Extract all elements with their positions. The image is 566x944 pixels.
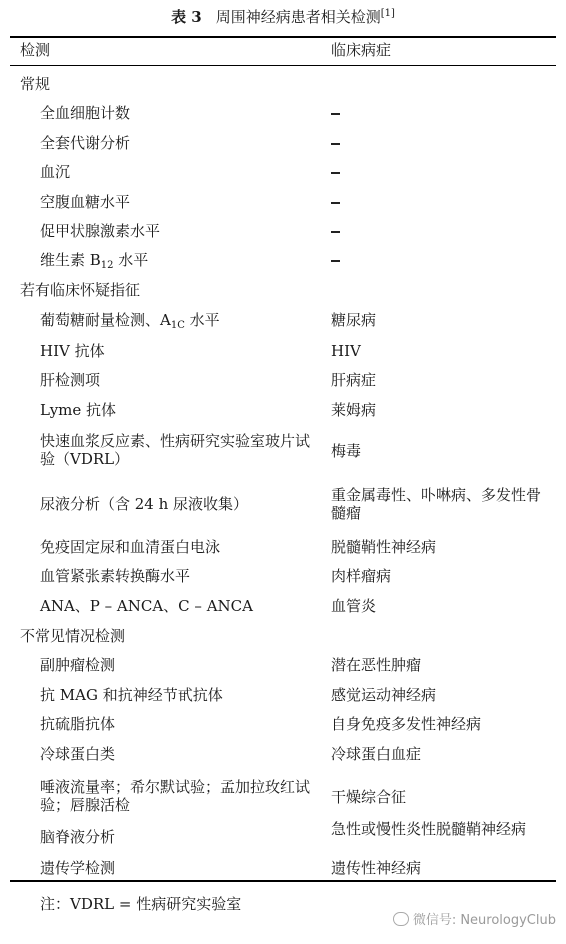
- disease-cell: 肉样瘤病: [331, 567, 392, 585]
- test-text: 水平: [113, 251, 149, 269]
- table-number: 表 3: [171, 8, 202, 26]
- section-label: 常规: [20, 75, 51, 93]
- test-cell: 脑脊液分析: [40, 828, 116, 846]
- test-cell: 促甲状腺激素水平: [40, 222, 161, 240]
- dash-mark: [331, 113, 340, 114]
- disease-cell: 莱姆病: [331, 401, 377, 419]
- disease-cell: 血管炎: [331, 597, 377, 615]
- disease-cell: 感觉运动神经病: [331, 686, 437, 704]
- test-cell: [40, 251, 148, 275]
- test-cell: 副肿瘤检测: [40, 656, 116, 674]
- disease-cell: 梅毒: [331, 442, 362, 460]
- dash-mark: [331, 231, 340, 232]
- test-cell: 肝检测项: [40, 371, 101, 389]
- test-cell: 尿液分析（含 24 h 尿液收集）: [40, 495, 249, 513]
- disease-cell: 糖尿病: [331, 311, 377, 329]
- disease-cell: 重金属毒性、卟啉病、多发性骨髓瘤: [331, 486, 542, 522]
- table-note: 注：VDRL = 性病研究实验室: [40, 895, 242, 913]
- section-label: 不常见情况检测: [20, 627, 126, 645]
- dash-mark: [331, 143, 340, 144]
- subscript: 12: [100, 260, 114, 271]
- test-cell: 冷球蛋白类: [40, 745, 116, 763]
- test-cell: 全套代谢分析: [40, 134, 131, 152]
- test-cell: 免疫固定尿和血清蛋白电泳: [40, 538, 221, 556]
- disease-cell: [331, 222, 553, 240]
- test-cell: ANA、P – ANCA、C – ANCA: [40, 597, 253, 615]
- disease-cell: 自身免疫多发性神经病: [331, 715, 482, 733]
- test-cell: HIV 抗体: [40, 342, 105, 360]
- disease-cell: [331, 104, 553, 122]
- watermark-text: 微信号: NeurologyClub: [412, 913, 556, 928]
- disease-cell: [331, 193, 553, 211]
- header-rule: [10, 65, 556, 66]
- disease-cell: 急性或慢性炎性脱髓鞘神经病: [331, 820, 527, 838]
- header-test: 检测: [20, 41, 51, 59]
- dash-mark: [331, 260, 340, 261]
- test-cell: 抗 MAG 和抗神经节甙抗体: [40, 686, 223, 704]
- bottom-rule: [10, 880, 556, 882]
- test-cell: 血沉: [40, 163, 71, 181]
- disease-cell: 干燥综合征: [331, 788, 407, 806]
- disease-cell: [331, 134, 553, 152]
- subscript: 1C: [170, 320, 185, 331]
- disease-cell: 潜在恶性肿瘤: [331, 656, 422, 674]
- watermark: [393, 909, 556, 928]
- test-cell: 唾液流量率；希尔默试验；孟加拉玫红试验；唇腺活检: [40, 778, 311, 814]
- section-label: 若有临床怀疑指征: [20, 281, 141, 299]
- disease-cell: [331, 163, 553, 181]
- test-text: 水平: [184, 311, 220, 329]
- test-cell: 快速血浆反应素、性病研究实验室玻片试验（VDRL）: [40, 432, 311, 468]
- test-cell: 空腹血糖水平: [40, 193, 131, 211]
- test-cell: Lyme 抗体: [40, 401, 117, 419]
- test-text: 维生素 B: [40, 251, 101, 269]
- test-text: 葡萄糖耐量检测、A: [40, 311, 171, 329]
- dash-mark: [331, 202, 340, 203]
- disease-cell: [331, 251, 553, 269]
- test-cell: 血管紧张素转换酶水平: [40, 567, 191, 585]
- test-cell: 遗传学检测: [40, 859, 116, 877]
- disease-cell: 冷球蛋白血症: [331, 745, 422, 763]
- table-title-text: 周围神经病患者相关检测: [215, 8, 381, 26]
- test-cell: 抗硫脂抗体: [40, 715, 116, 733]
- reference-mark: [1]: [380, 8, 395, 19]
- disease-cell: 遗传性神经病: [331, 859, 422, 877]
- disease-cell: 脱髓鞘性神经病: [331, 538, 437, 556]
- table-title: [0, 4, 566, 27]
- header-disease: 临床病症: [331, 41, 392, 59]
- disease-cell: HIV: [331, 342, 361, 360]
- wechat-icon: [393, 912, 409, 926]
- top-rule: [10, 36, 556, 38]
- test-cell: [40, 311, 220, 335]
- test-cell: 全血细胞计数: [40, 104, 131, 122]
- disease-cell: 肝病症: [331, 371, 377, 389]
- dash-mark: [331, 172, 340, 173]
